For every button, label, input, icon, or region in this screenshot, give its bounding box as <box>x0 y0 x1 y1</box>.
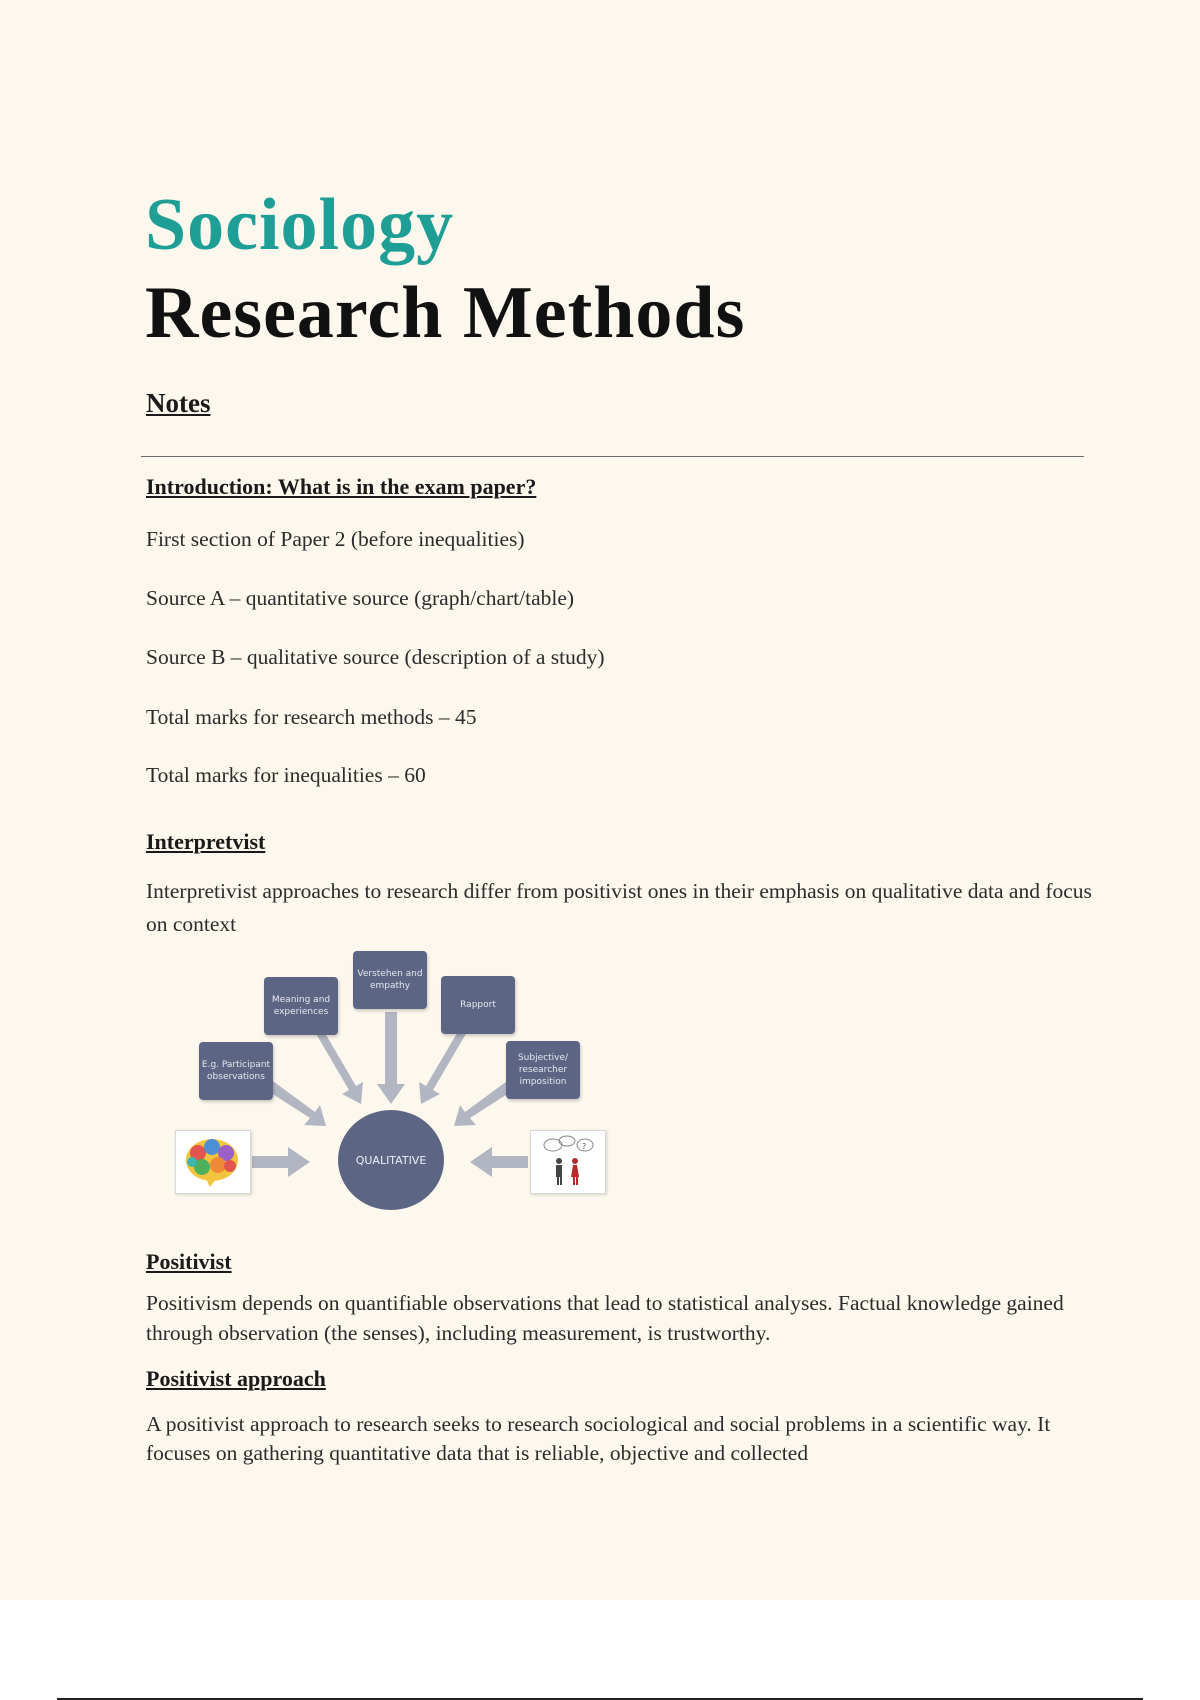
qualitative-hub: QUALITATIVE <box>338 1110 444 1210</box>
rapport-box: Rapport <box>441 976 515 1034</box>
meaning-experiences-box: Meaning and experiences <box>264 977 338 1035</box>
positivist-heading: Positivist <box>146 1249 232 1274</box>
notes-label: Notes <box>146 388 211 418</box>
interpretivist-heading: Interpretvist <box>146 829 266 854</box>
subjective-imposition-box: Subjective/ researcher imposition <box>506 1041 580 1099</box>
positivist-text: Positivism depends on quantifiable observations that lead to statistical analyses. Factual knowledge gained through observation (the senses), including measurement, is trustworthy. <box>146 1291 1064 1345</box>
intro-item: Total marks for research methods – 45 <box>146 705 477 729</box>
intro-item: Source A – quantitative source (graph/chart/table) <box>146 586 575 610</box>
svg-text:?: ? <box>582 1142 587 1151</box>
title-research-methods: Research Methods <box>145 272 746 354</box>
participant-observations-box: E.g. Participant observations <box>199 1042 273 1100</box>
intro-item: First section of Paper 2 (before inequalities) <box>146 527 525 551</box>
qualitative-diagram <box>170 948 610 1198</box>
people-speech-icon <box>530 1130 606 1194</box>
intro-item: Total marks for inequalities – 60 <box>146 763 426 787</box>
section-divider <box>141 456 1084 457</box>
positivist-approach-heading: Positivist approach <box>146 1366 326 1391</box>
intro-item: Source B – qualitative source (description of a study) <box>146 645 605 669</box>
verstehen-empathy-box: Verstehen and empathy <box>353 951 427 1009</box>
title-sociology: Sociology <box>145 184 455 266</box>
brain-icon <box>175 1130 251 1194</box>
interpretivist-text: Interpretivist approaches to research differ from positivist ones in their emphasis on qualitative data and focus on context <box>146 879 1092 936</box>
positivist-approach-text: A positivist approach to research seeks to research sociological and social problems in a scientific way. It focuses on gathering quantitative data that is reliable, objective and collected <box>146 1412 1051 1465</box>
intro-heading: Introduction: What is in the exam paper? <box>146 474 537 499</box>
